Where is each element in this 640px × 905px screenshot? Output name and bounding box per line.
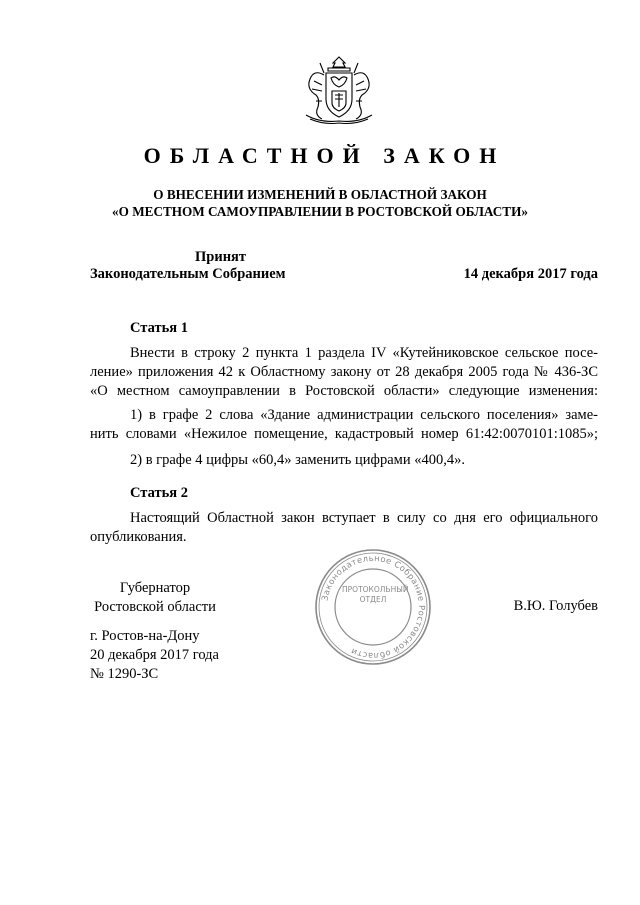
signatory-position-line: Ростовской области [94,599,216,615]
adopted-by: Законодательным Собранием [90,266,286,282]
signing-date: 20 декабря 2017 года [90,647,219,663]
adopted-date: 14 декабря 2017 года [463,266,598,282]
article-title: Статья 2 [130,485,188,501]
paragraph-line: 2) в графе 4 цифры «60,4» заменить цифрами «400,4». [130,452,465,468]
law-number: № 1290-ЗС [90,666,159,682]
paragraph-line: Внести в строку 2 пункта 1 раздела IV «Кутейниковское сельское посе- [130,345,598,361]
stamp-inner-line: ПРОТОКОЛЬНЫЙ [342,585,409,594]
stamp-inner-line: ОТДЕЛ [359,595,387,604]
adopted-label: Принят [195,249,247,265]
article-paragraph [90,344,598,401]
article-paragraph [90,509,598,547]
article-title: Статья 1 [130,320,188,336]
signatory-position-line: Губернатор [119,580,191,596]
document-type: ОБЛАСТНОЙ ЗАКОН [143,143,506,168]
paragraph-line: Настоящий Областной закон вступает в силу со дня его официального [130,510,598,526]
document-title-line: «О МЕСТНОМ САМОУПРАВЛЕНИИ В РОСТОВСКОЙ ОБЛАСТИ» [112,204,528,219]
article-paragraph [90,451,598,470]
signing-city: г. Ростов-на-Дону [90,628,200,644]
paragraph-line: «О местном самоуправлении в Ростовской области» следующие изменения: [90,383,598,399]
document-title-line: О ВНЕСЕНИИ ИЗМЕНЕНИЙ В ОБЛАСТНОЙ ЗАКОН [153,187,487,202]
place-date-number [90,627,219,684]
paragraph-line: 1) в графе 2 слова «Здание администрации сельского поселения» заме- [130,407,598,423]
article-paragraph [90,406,598,444]
stamp-ring-text: Законодательное Собрание Ростовской области [319,552,428,662]
stamp-inner-text [342,585,409,605]
signatory-position [90,579,220,617]
paragraph-line: нить словами «Нежилое помещение, кадастровый номер 61:42:0070101:1085»; [90,426,598,442]
signatory-name: В.Ю. Голубев [513,598,598,614]
paragraph-line: ление» приложения 42 к Областному закону от 28 декабря 2005 года № 436-ЗС [90,364,598,380]
rostov-oblast-coat-of-arms-icon [300,55,378,125]
paragraph-line: опубликования. [90,529,187,545]
official-stamp-icon [314,548,432,666]
document-title [0,186,640,220]
